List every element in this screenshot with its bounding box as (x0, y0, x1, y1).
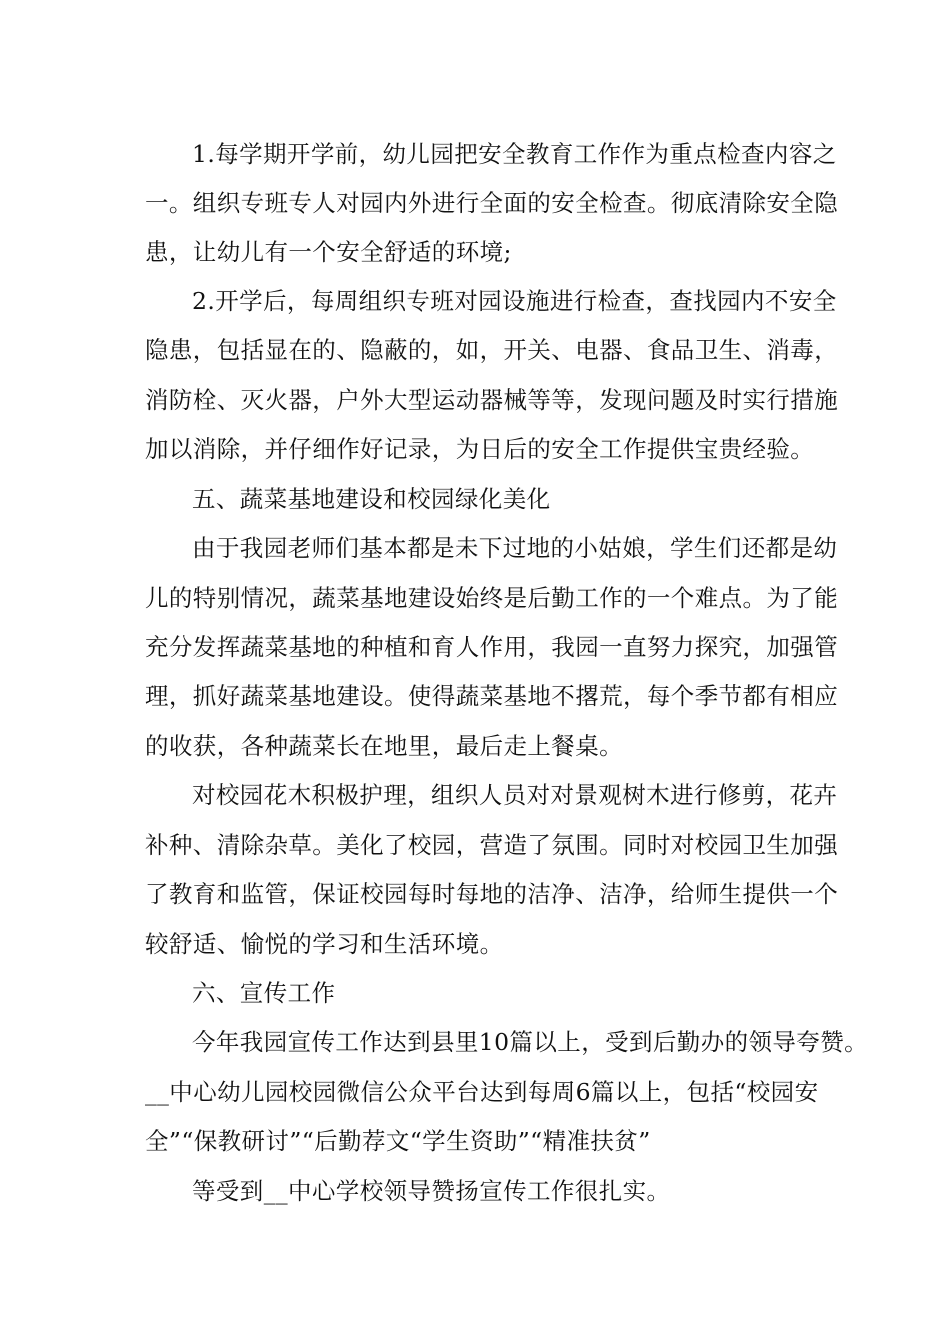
text-line: 等受到__中心学校领导赞扬宣传工作很扎实。 (192, 1177, 671, 1205)
text-line: 儿的特别情况，蔬菜基地建设始终是后勤工作的一个难点。为了能 (145, 584, 839, 612)
text-line: 加以消除，并仔细作好记录，为日后的安全工作提供宝贵经验。 (145, 435, 815, 463)
text-line: 的收获，各种蔬菜长在地里，最后走上餐桌。 (145, 732, 623, 760)
text-line: 由于我园老师们基本都是未下过地的小姑娘，学生们还都是幼 (192, 534, 838, 562)
text-line: 消防栓、灭火器，户外大型运动器械等等，发现问题及时实行措施 (145, 386, 839, 414)
text-line: 了教育和监管，保证校园每时每地的洁净、洁净，给师生提供一个 (145, 880, 839, 908)
text-line: 补种、清除杂草。美化了校园，营造了氛围。同时对校园卫生加强 (145, 831, 839, 859)
section-heading: 六、宣传工作 (192, 979, 336, 1007)
text-line: 充分发挥蔬菜基地的种植和育人作用，我园一直努力探究，加强管 (145, 633, 839, 661)
text-line: 2.开学后，每周组织专班对园设施进行检查，查找园内不安全 (192, 287, 837, 315)
text-line: 较舒适、愉悦的学习和生活环境。 (145, 930, 504, 958)
text-line: 一。组织专班专人对园内外进行全面的安全检查。彻底清除安全隐 (145, 189, 839, 217)
text-line: 对校园花木积极护理，组织人员对对景观树木进行修剪，花卉 (192, 781, 838, 809)
section-heading: 五、蔬菜基地建设和校园绿化美化 (192, 485, 551, 513)
text-line: 全”“保教研讨”“后勤荐文“学生资助”“精准扶贫” (145, 1127, 651, 1155)
text-line: 理，抓好蔬菜基地建设。使得蔬菜基地不撂荒，每个季节都有相应 (145, 682, 839, 710)
text-line: 隐患，包括显在的、隐蔽的，如，开关、电器、食品卫生、消毒， (145, 336, 839, 364)
text-line: __中心幼儿园校园微信公众平台达到每周6篇以上，包括“校园安 (145, 1078, 819, 1106)
text-line: 今年我园宣传工作达到县里10篇以上，受到后勤办的领导夸赞。 (192, 1028, 869, 1056)
text-line: 患，让幼儿有一个安全舒适的环境; (145, 238, 512, 266)
text-line: 1.每学期开学前，幼儿园把安全教育工作作为重点检查内容之 (192, 140, 837, 168)
